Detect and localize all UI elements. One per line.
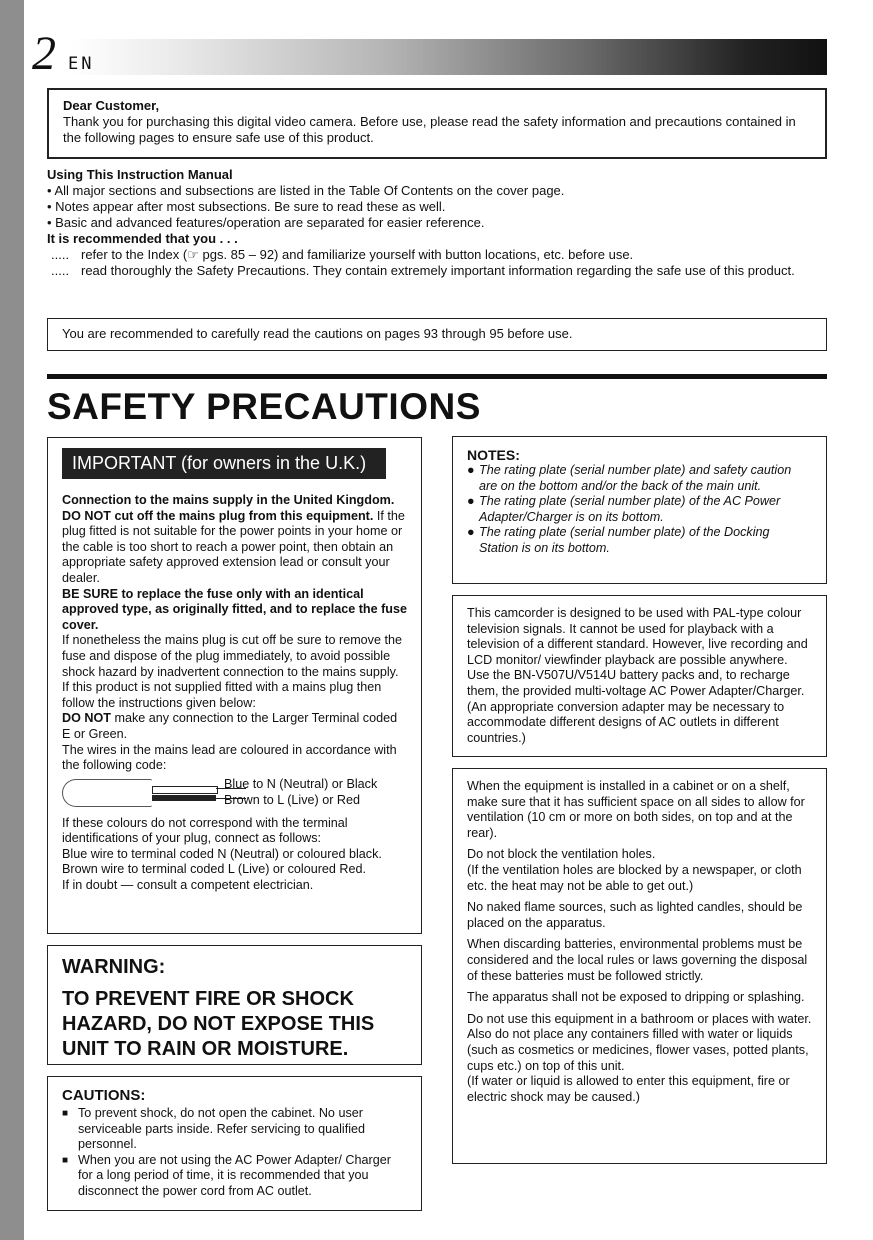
important-banner: IMPORTANT (for owners in the U.K.) xyxy=(62,448,386,479)
plain-text: If the plug fitted is not suitable for the power points in your home or the cable is too short to reach a power point, then obtain an appropriate safety approved extension lead or consult your dealer. xyxy=(62,508,405,585)
cable-plug-shape xyxy=(62,779,152,807)
list-item xyxy=(467,525,812,556)
dear-customer-body: Thank you for purchasing this digital video camera. Before use, please read the safety information and precautions contained in the following pages to ensure safe use of this product. xyxy=(63,114,796,145)
recommended-item xyxy=(47,263,827,279)
list-item xyxy=(467,463,812,494)
dots-leader: ..... xyxy=(51,247,70,262)
pal-info-text: This camcorder is designed to be used with PAL-type colour television signals. It cannot be used for playback with a television of a different standard. However, live recording and LCD monitor/ viewfinder playback are possible anywhere. Use the BN-V507U/V514U battery packs and, to recharge them, the provided multi-voltage AC Power Adapter/Charger. (An appropriate conversion adapter may be necessary to accommodate different designs of AC outlets in different countries.) xyxy=(467,606,808,745)
important-paragraph: If these colours do not correspond with the terminal identifications of your plug, connect as follows: xyxy=(62,815,348,846)
list-item xyxy=(62,1153,407,1200)
important-uk-box xyxy=(47,437,422,934)
square-bullet-icon: ■ xyxy=(62,1154,69,1166)
notes-box xyxy=(452,436,827,584)
note-text: The rating plate (serial number plate) and safety caution are on the bottom and/or the back of the main unit. xyxy=(479,463,792,493)
list-item xyxy=(62,1106,407,1153)
side-strip xyxy=(0,0,24,1240)
vent-paragraph: When discarding batteries, environmental problems must be considered and the local rules or laws governing the disposal of these batteries must be followed strictly. xyxy=(467,937,808,983)
vent-line: Do not block the ventilation holes. xyxy=(467,847,656,862)
wire-diagram xyxy=(62,776,407,812)
vent-line: Also do not place any containers filled with water or liquids (such as cosmetics or medicines, flower vases, potted plants, cups etc.) on top of this unit. xyxy=(467,1027,809,1073)
page-language: EN xyxy=(68,54,95,74)
warning-title: WARNING: xyxy=(62,956,166,978)
vent-paragraph xyxy=(467,847,812,894)
important-paragraph xyxy=(62,711,407,742)
wire-label-brown: Brown to L (Live) or Red xyxy=(224,792,361,807)
vent-paragraph: No naked flame sources, such as lighted candles, should be placed on the apparatus. xyxy=(467,900,803,930)
dot-bullet-icon: ● xyxy=(467,494,475,509)
vent-paragraph: The apparatus shall not be exposed to dripping or splashing. xyxy=(467,990,805,1005)
recommended-item xyxy=(47,247,827,263)
important-paragraph: If in doubt — consult a competent electrician. xyxy=(62,878,314,893)
manual-usage-section xyxy=(47,167,827,279)
bold-text: DO NOT cut off the mains plug from this equipment. xyxy=(62,508,374,523)
wire-labels xyxy=(224,776,377,808)
section-title: SAFETY PRECAUTIONS xyxy=(47,386,481,427)
important-paragraph: Blue wire to terminal coded N (Neutral) or coloured black. xyxy=(62,846,382,861)
manual-bullet: • Notes appear after most subsections. Be sure to read these as well. xyxy=(47,199,446,214)
dear-customer-title: Dear Customer, xyxy=(63,98,160,113)
notes-list xyxy=(467,463,812,557)
important-paragraph: If nonetheless the mains plug is cut off be sure to remove the fuse and dispose of the plug immediately, to avoid possible shock hazard by inadvertent connection to the mains supply. xyxy=(62,633,402,679)
cautions-list xyxy=(62,1106,407,1200)
recommended-text: read thoroughly the Safety Precautions. They contain extremely important information regarding the safe use of this product. xyxy=(81,263,795,278)
notes-title: NOTES: xyxy=(467,447,520,463)
vent-paragraph: When the equipment is installed in a cabinet or on a shelf, make sure that it has sufficient space on all sides to allow for ventilation (10 cm or more on both sides, on top and at the rear). xyxy=(467,779,805,840)
vent-line: (If water or liquid is allowed to enter this equipment, fire or electric shock may be caused.) xyxy=(467,1074,790,1104)
note-text: The rating plate (serial number plate) of the AC Power Adapter/Charger is on its bottom. xyxy=(479,494,781,524)
wire-label-blue: Blue to N (Neutral) or Black xyxy=(224,776,378,791)
important-heading: Connection to the mains supply in the United Kingdom. xyxy=(62,493,395,507)
list-item xyxy=(467,494,812,525)
recommended-text: refer to the Index (☞ pgs. 85 – 92) and familiarize yourself with button locations, etc. before use. xyxy=(81,247,634,262)
cautions-notice: You are recommended to carefully read the cautions on pages 93 through 95 before use. xyxy=(62,326,573,341)
vent-line: (If the ventilation holes are blocked by a newspaper, or cloth etc. the heat may not be able to get out.) xyxy=(467,862,802,893)
vent-line: Do not use this equipment in a bathroom or places with water. xyxy=(467,1011,812,1026)
important-paragraph: The wires in the mains lead are coloured in accordance with the following code: xyxy=(62,742,397,773)
cautions-title: CAUTIONS: xyxy=(62,1087,146,1104)
blue-wire xyxy=(152,786,218,794)
header-gradient-bar xyxy=(24,39,827,75)
page-number: 2 xyxy=(32,27,56,80)
warning-body: TO PREVENT FIRE OR SHOCK HAZARD, DO NOT EXPOSE THIS UNIT TO RAIN OR MOISTURE. xyxy=(62,988,375,1060)
manual-title: Using This Instruction Manual xyxy=(47,167,233,182)
warning-box xyxy=(47,945,422,1065)
dear-customer-box xyxy=(47,88,827,159)
recommended-title: It is recommended that you . . . xyxy=(47,231,238,246)
caution-text: To prevent shock, do not open the cabinet. No user serviceable parts inside. Refer servicing to qualified personnel. xyxy=(78,1106,365,1152)
important-paragraph: BE SURE to replace the fuse only with an identical approved type, as originally fitted, and to replace the fuse cover. xyxy=(62,586,408,632)
cautions-notice-box xyxy=(47,318,827,351)
square-bullet-icon: ■ xyxy=(62,1108,69,1119)
manual-bullet: • All major sections and subsections are listed in the Table Of Contents on the cover page. xyxy=(47,183,565,198)
brown-wire xyxy=(152,795,216,801)
dot-bullet-icon: ● xyxy=(467,525,475,540)
note-text: The rating plate (serial number plate) of the Docking Station is on its bottom. xyxy=(479,525,770,555)
dot-bullet-icon: ● xyxy=(467,463,475,477)
pal-info-box xyxy=(452,595,827,757)
dots-leader: ..... xyxy=(51,263,70,278)
manual-bullet: • Basic and advanced features/operation are separated for easier reference. xyxy=(47,215,485,230)
bold-text: DO NOT xyxy=(62,711,111,726)
important-body xyxy=(62,493,407,894)
cautions-box xyxy=(47,1076,422,1211)
ventilation-box xyxy=(452,768,827,1164)
important-paragraph: If this product is not supplied fitted with a mains plug then follow the instructions given below: xyxy=(62,680,382,710)
section-rule xyxy=(47,374,827,379)
plain-text: make any connection to the Larger Terminal coded E or Green. xyxy=(62,711,398,741)
vent-paragraph xyxy=(467,1012,812,1106)
important-paragraph: Brown wire to terminal coded L (Live) or coloured Red. xyxy=(62,862,367,877)
important-paragraph xyxy=(62,509,407,587)
caution-text: When you are not using the AC Power Adapter/ Charger for a long period of time, it is recommended that you disconnect the power cord from AC outlet. xyxy=(78,1152,391,1198)
